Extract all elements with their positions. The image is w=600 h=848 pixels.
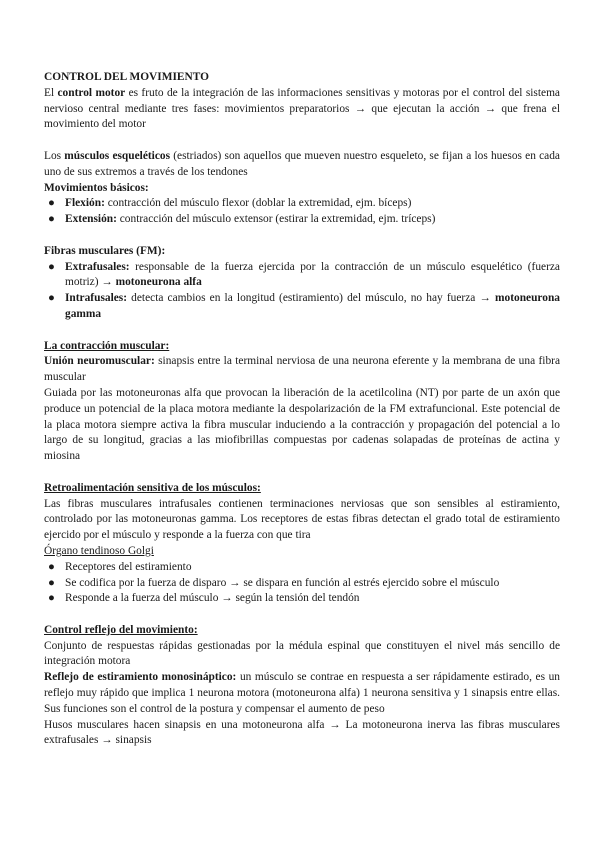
skeletal-text: Los: [44, 149, 65, 162]
list-term: Extensión:: [65, 213, 117, 226]
golgi-organ-label: Órgano tendinoso Golgi: [44, 544, 154, 557]
list-item: [44, 591, 560, 607]
bullet-icon: ●: [48, 260, 55, 273]
list-text: contracción del músculo extensor (estirar la extremidad, ejm. tríceps): [116, 213, 436, 226]
bullet-icon: ●: [48, 592, 55, 605]
union-text: sinapsis entre la terminal nerviosa de una neurona eferente y la membrana de una fibra muscular: [44, 355, 560, 384]
list-text: Receptores del estiramiento: [65, 560, 192, 573]
skeletal-bold-term: músculos esqueléticos: [64, 149, 171, 162]
list-text: responsable de la fuerza ejercida por la contracción de un músculo esquelético (fuerza motriz) →: [65, 260, 560, 289]
union-term: Unión neuromuscular:: [44, 355, 155, 368]
list-term: Extrafusales:: [65, 260, 130, 273]
contraction-paragraph: Guiada por las motoneuronas alfa que provocan la liberación de la acetilcolina (NT) por parte de un axón que produce un potencial de la placa motora mediante la despolarización de la FM extrafuncional. Este potencial de la placa motora siempre activa la fibra muscular induciendo a la contracción y propagación del potencial a lo largo de su longitud, gracias a las miofibrillas compuestas por cadenas solapadas de proteínas de actina y miosina: [44, 386, 560, 463]
bullet-icon: ●: [48, 213, 55, 226]
movements-list: [44, 196, 560, 228]
list-item: [44, 212, 560, 228]
intro-text: El: [44, 86, 58, 99]
list-text: Se codifica por la fuerza de disparo → se dispara en función al estrés ejercido sobre el músculo: [65, 576, 500, 589]
reflex-paragraph: Conjunto de respuestas rápidas gestionadas por la médula espinal que constituyen el nivel más sencillo de integración motora: [44, 639, 560, 668]
feedback-paragraph: Las fibras musculares intrafusales contienen terminaciones nerviosas que son sensibles al estiramiento, controlado por las motoneuronas gamma. Los receptores de estas fibras detectan el grado total de estiramiento ejercido por el músculo y responde a la fuerza con que tira: [44, 497, 560, 542]
skeletal-text: (estriados) son aquellos que mueven nuestro esqueleto, se fijan a los huesos en cada uno de sus extremos a través de los tendones: [44, 149, 560, 178]
list-text: Responde a la fuerza del músculo → según la tensión del tendón: [65, 592, 360, 605]
contraction-heading: La contracción muscular:: [44, 339, 170, 352]
page-title: CONTROL DEL MOVIMIENTO: [44, 71, 209, 83]
feedback-heading: Retroalimentación sensitiva de los músculos:: [44, 481, 261, 494]
list-term: Flexión:: [65, 197, 105, 210]
list-item: [44, 196, 560, 212]
list-tail: motoneurona gamma: [65, 292, 560, 320]
monosynaptic-term: Reflejo de estiramiento monosináptico:: [44, 671, 237, 684]
neuromuscular-junction-paragraph: [44, 354, 560, 386]
bullet-icon: ●: [48, 560, 55, 573]
list-tail: motoneurona alfa: [115, 276, 202, 289]
list-item: [44, 576, 560, 592]
list-text: contracción del músculo flexor (doblar la extremidad, ejm. bíceps): [104, 197, 412, 210]
reflex-heading: Control reflejo del movimiento:: [44, 623, 198, 636]
movements-heading: Movimientos básicos:: [44, 181, 149, 194]
list-item: [44, 560, 560, 576]
golgi-list: [44, 560, 560, 607]
bullet-icon: ●: [48, 197, 55, 210]
fibers-heading: Fibras musculares (FM):: [44, 244, 166, 257]
monosynaptic-text: un músculo se contrae en respuesta a ser rápidamente estirado, es un reflejo muy rápido que implica 1 neurona motora (motoneurona alfa) 1 neurona sensitiva y 1 sinapsis entre ellas. Sus funciones son el control de la postura y compensar el aumento de peso: [44, 671, 560, 715]
document-page: [44, 70, 560, 749]
bullet-icon: ●: [48, 576, 55, 589]
list-item: [44, 291, 560, 323]
skeletal-muscles-paragraph: [44, 149, 560, 181]
intro-text: es fruto de la integración de las informaciones sensitivas y motoras por el control del sistema nervioso central mediante tres fases: movimientos preparatorios → que ejecutan la acción → que frena el movimiento del motor: [44, 86, 560, 131]
bullet-icon: ●: [48, 292, 55, 305]
fibers-list: [44, 260, 560, 323]
spindles-paragraph: Husos musculares hacen sinapsis en una motoneurona alfa → La motoneurona inerva las fibras musculares extrafusales → sinapsis: [44, 718, 560, 747]
intro-bold-term: control motor: [57, 86, 126, 99]
list-item: [44, 260, 560, 292]
list-term: Intrafusales:: [65, 292, 128, 305]
list-text: detecta cambios en la longitud (estiramiento) del músculo, no hay fuerza →: [127, 292, 496, 305]
intro-paragraph: [44, 86, 560, 133]
monosynaptic-paragraph: [44, 670, 560, 717]
